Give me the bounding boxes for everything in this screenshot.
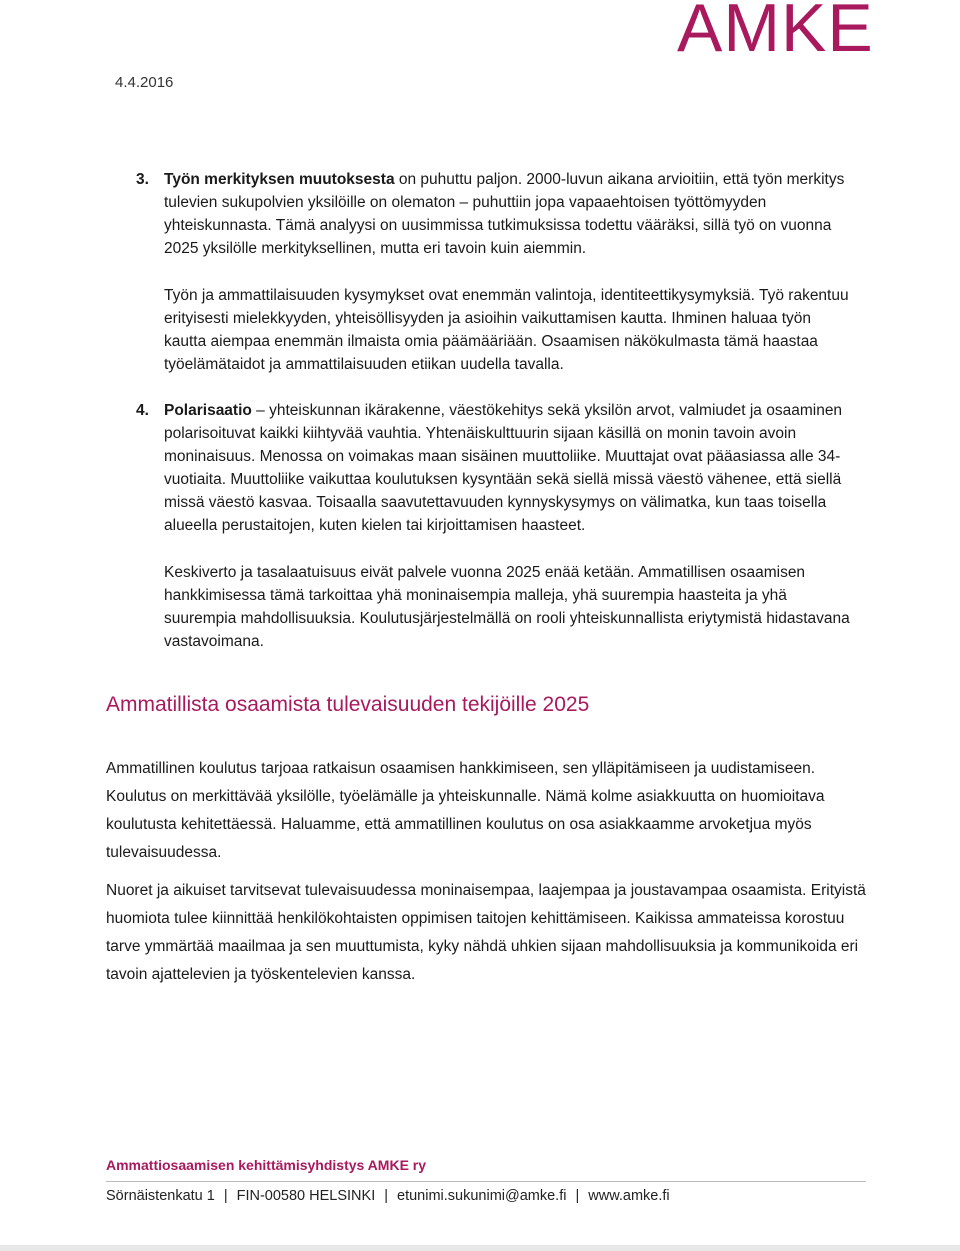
list-item-3: [136, 168, 856, 260]
section-heading: Ammatillista osaamista tulevaisuuden tekijöille 2025: [106, 693, 590, 716]
item3-paragraph: Työn ja ammattilaisuuden kysymykset ovat enemmän valintoja, identiteettikysymyksiä. Työ rakentuu erityisesti mielekkyyden, yhteisöllisyyden ja asioihin vaikuttamisen kautta. Ihminen haluaa työn kautta aiempaa enemmän ilmaista omia päämääriään. Osaamisen näkökulmasta tämä haastaa työelämätaidot ja ammattilaisuuden etiikan uudella tavalla.: [164, 287, 849, 373]
amke-logo: AMKE: [677, 0, 874, 66]
item-text: – yhteiskunnan ikärakenne, väestökehitys sekä yksilön arvot, valmiudet ja osaaminen polarisoituvat kaikki kiihtyvää vauhtia. Yhtenäiskulttuurin sijaan käsillä on monin tavoin avoin moninaisuus. Menossa on voimakas maan sisäinen muuttoliike. Muuttajat ovat pääasiassa alle 34-vuotiaita. Muuttoliike vaikuttaa koulutuksen kysyntään sekä siellä missä väestö vähenee, että siellä missä väestö kasvaa. Toisaalla saavutettavuuden kynnyskysymys on välimatka, kun taas toisella alueella perustaitojen, kuten kielen tai kirjoittamisen haasteet.: [164, 402, 843, 534]
item4-paragraph: Keskiverto ja tasalaatuisuus eivät palvele vuonna 2025 enää ketään. Ammatillisen osaamisen hankkimisessa tämä tarkoittaa yhä moninaisempia malleja, yhä suurempia haasteita ja yhä suurempia mahdollisuuksia. Koulutusjärjestelmällä on rooli yhteiskunnallista eriytymistä hidastavana vastavoimana.: [164, 564, 850, 650]
footer-separator: |: [384, 1188, 389, 1204]
footer-email[interactable]: etunimi.sukunimi@amke.fi: [397, 1188, 567, 1204]
list-item-body: [164, 168, 856, 260]
section-paragraph-2: Nuoret ja aikuiset tarvitsevat tulevaisuudessa moninaisempaa, laajempaa ja joustavampaa osaamista. Erityistä huomiota tulee kiinnittää henkilökohtaisten oppimisen taitojen kehittämiseen. Kaikissa ammateissa korostuu tarve ymmärtää maailmaa ja sen muuttumista, kyky nähdä uhkien sijaan mahdollisuuksia ja kommunikoida eri tavoin ajattelevien ja työskentelevien kanssa.: [106, 882, 866, 983]
footer-website[interactable]: www.amke.fi: [588, 1188, 670, 1204]
item-text: on puhuttu paljon. 2000-luvun aikana arvioitiin, että työn merkitys tulevien sukupolvien yksilöille on olematon – puhuttiin jopa vapaaehtoisen työttömyyden yhteiskunnasta. Tämä analyysi on uusimmissa tutkimuksissa todettu vääräksi, sillä työ on vuonna 2025 yksilölle merkityksellinen, mutta eri tavoin kuin aiemmin.: [164, 171, 845, 257]
section-paragraph-1: Ammatillinen koulutus tarjoaa ratkaisun osaamisen hankkimiseen, sen ylläpitämiseen ja uudistamiseen. Koulutus on merkittävää yksilölle, työelämälle ja yhteiskunnalle. Nämä kolme asiakkuutta on huomioitava koulutusta kehitettäessä. Haluamme, että ammatillinen koulutus on osa asiakkaamme arvoketjua myös tulevaisuudessa.: [106, 760, 825, 861]
footer-separator: |: [223, 1188, 228, 1204]
page-bottom-band: [0, 1245, 960, 1251]
item-lead: Polarisaatio: [164, 402, 252, 419]
list-number: 3.: [136, 171, 149, 188]
footer-organization: Ammattiosaamisen kehittämisyhdistys AMKE ry: [106, 1157, 427, 1173]
document-date: 4.4.2016: [115, 74, 174, 91]
footer-divider: [106, 1181, 866, 1182]
footer-separator: |: [575, 1188, 580, 1204]
item-lead: Työn merkityksen muutoksesta: [164, 171, 395, 188]
list-number: 4.: [136, 402, 149, 419]
footer-address: Sörnäistenkatu 1: [106, 1188, 215, 1204]
list-item-body: [164, 399, 856, 537]
footer-contact: [106, 1188, 670, 1204]
footer-postal: FIN-00580 HELSINKI: [236, 1188, 376, 1204]
list-item-4: [136, 399, 856, 537]
